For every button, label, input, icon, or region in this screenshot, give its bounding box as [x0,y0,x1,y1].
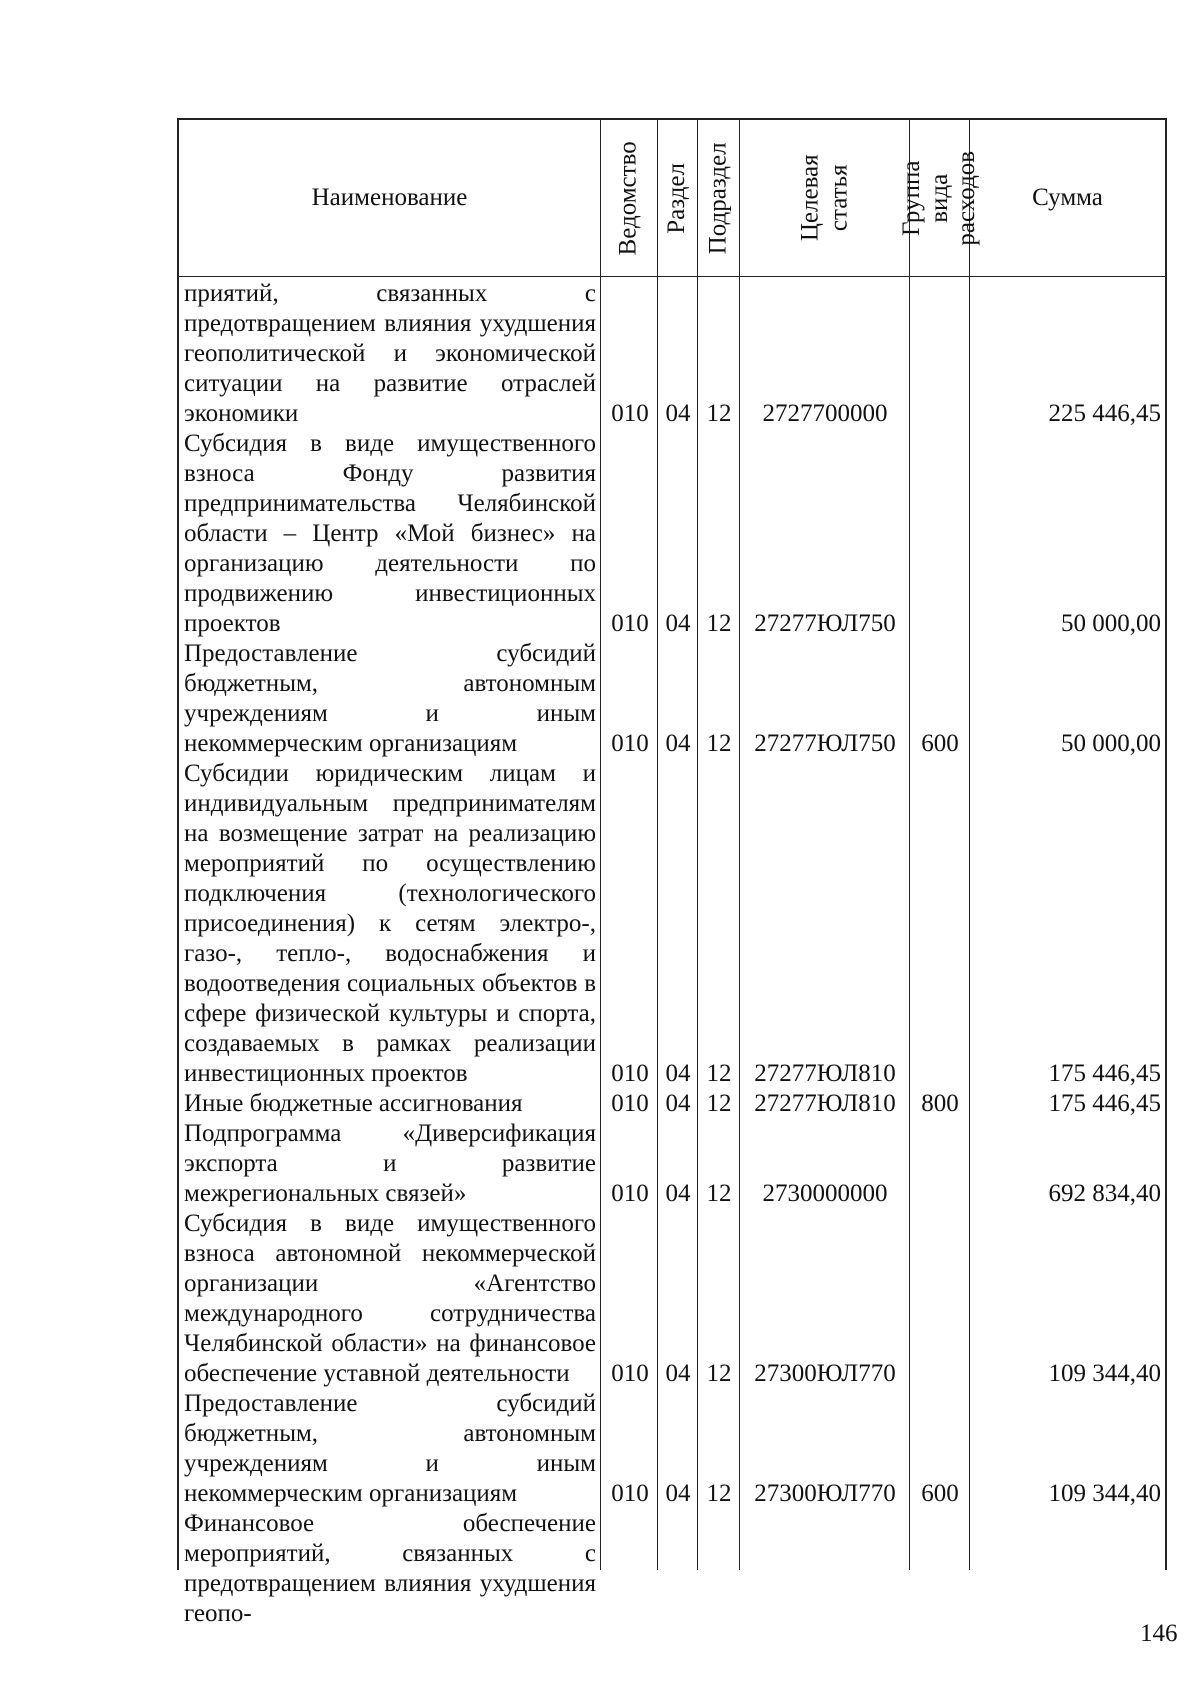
row-vedomstvo: 010 [611,1480,649,1507]
row-podrazdel: 12 [706,1360,732,1387]
row-vedomstvo: 010 [611,1060,649,1087]
header-celevaya [740,120,909,276]
row-vedomstvo: 010 [611,610,649,637]
row-name: Субсидия в виде имущественного взноса Фонду развития предпринимательства Челябинской области – Центр «Мой бизнес» на организацию деятельности по продвижению инвестиционных проектов [184,430,596,637]
row-celevaya: 27277ЮЛ810 [754,1060,896,1087]
header-podrazdel-text: Подраздел [704,142,732,254]
row-razdel: 04 [665,400,691,427]
row-vedomstvo: 010 [611,1360,649,1387]
row-vedomstvo: 010 [611,730,649,757]
header-name [179,120,600,276]
row-name: приятий, связанных с предотвращением влияния ухудшения геополитической и экономической ситуации на развитие отраслей экономики [184,280,596,427]
row-name: Субсидии юридическим лицам и индивидуальным предпринимателям на возмещение затрат на реализацию мероприятий по осуществлению подключения (технологического присоединения) к сетям электро-, газо-, тепло-, водоснабжения и водоотведения социальных объектов в сфере физической культуры и спорта, создаваемых в рамках реализации инвестиционных проектов [184,760,596,1087]
row-celevaya: 27277ЮЛ750 [754,730,896,757]
row-razdel: 04 [665,610,691,637]
row-summa: 50 000,00 [1061,730,1161,757]
row-summa: 175 446,45 [1048,1060,1161,1087]
row-celevaya: 27300ЮЛ770 [754,1360,896,1387]
row-razdel: 04 [665,1360,691,1387]
row-celevaya: 2727700000 [762,400,888,427]
header-gruppa [898,120,981,276]
row-podrazdel: 12 [706,1090,732,1117]
row-podrazdel: 12 [706,1180,732,1207]
header-summa-text: Сумма [1032,183,1103,211]
row-gruppa: 600 [921,730,959,757]
table-row [179,759,1165,1089]
row-vedomstvo: 010 [611,1180,649,1207]
page-number: 146 [1140,1620,1178,1647]
header-vedomstvo [601,120,657,276]
row-vedomstvo: 010 [611,1090,649,1117]
row-name: Предоставление субсидий бюджетным, автономным учреждениям и иным некоммерческим организациям [184,640,596,757]
header-summa [970,120,1165,276]
row-name: Финансовое обеспечение мероприятий, связанных с предотвращением влияния ухудшения геопо- [184,1510,596,1627]
row-podrazdel: 12 [706,730,732,757]
header-podrazdel [698,120,739,276]
row-gruppa: 800 [921,1090,959,1117]
row-podrazdel: 12 [706,1480,732,1507]
header-gruppa-text: Группа вида расходов [898,150,981,246]
header-vedomstvo-text: Ведомство [614,140,642,256]
header-razdel-text: Раздел [663,162,691,234]
row-name: Подпрограмма «Диверсификация экспорта и развитие межрегиональных связей» [184,1120,596,1207]
row-celevaya: 27277ЮЛ750 [754,610,896,637]
table-row [179,279,1165,429]
row-summa: 225 446,45 [1048,400,1161,427]
table-row [179,1119,1165,1209]
table-row [179,429,1165,639]
row-celevaya: 27300ЮЛ770 [754,1480,896,1507]
header-razdel [658,120,697,276]
row-name: Субсидия в виде имущественного взноса автономной некоммерческой организации «Агентство международного сотрудничества Челябинской области» на финансовое обеспечение уставной деятельности [184,1210,596,1387]
row-podrazdel: 12 [706,400,732,427]
table-body [179,279,1165,1629]
row-summa: 109 344,40 [1048,1480,1161,1507]
row-celevaya: 27277ЮЛ810 [754,1090,896,1117]
header-celevaya-text: Целевая статья [795,154,852,242]
row-razdel: 04 [665,1480,691,1507]
row-summa: 692 834,40 [1048,1180,1161,1207]
row-summa: 50 000,00 [1061,610,1161,637]
row-gruppa: 600 [921,1480,959,1507]
header-name-text: Наименование [311,183,468,211]
row-razdel: 04 [665,1090,691,1117]
table-row [179,639,1165,759]
row-razdel: 04 [665,1180,691,1207]
row-razdel: 04 [665,1060,691,1087]
row-podrazdel: 12 [706,610,732,637]
table-row [179,1089,1165,1119]
row-podrazdel: 12 [706,1060,732,1087]
table-row [179,1389,1165,1509]
budget-table [177,118,1167,1627]
row-vedomstvo: 010 [611,400,649,427]
header-divider [179,276,1165,277]
table-row [179,1509,1165,1629]
row-name: Иные бюджетные ассигнования [184,1090,523,1117]
row-summa: 175 446,45 [1048,1090,1161,1117]
table-row [179,1209,1165,1389]
row-razdel: 04 [665,730,691,757]
row-name: Предоставление субсидий бюджетным, автономным учреждениям и иным некоммерческим организациям [184,1390,596,1507]
row-celevaya: 2730000000 [762,1180,888,1207]
row-summa: 109 344,40 [1048,1360,1161,1387]
